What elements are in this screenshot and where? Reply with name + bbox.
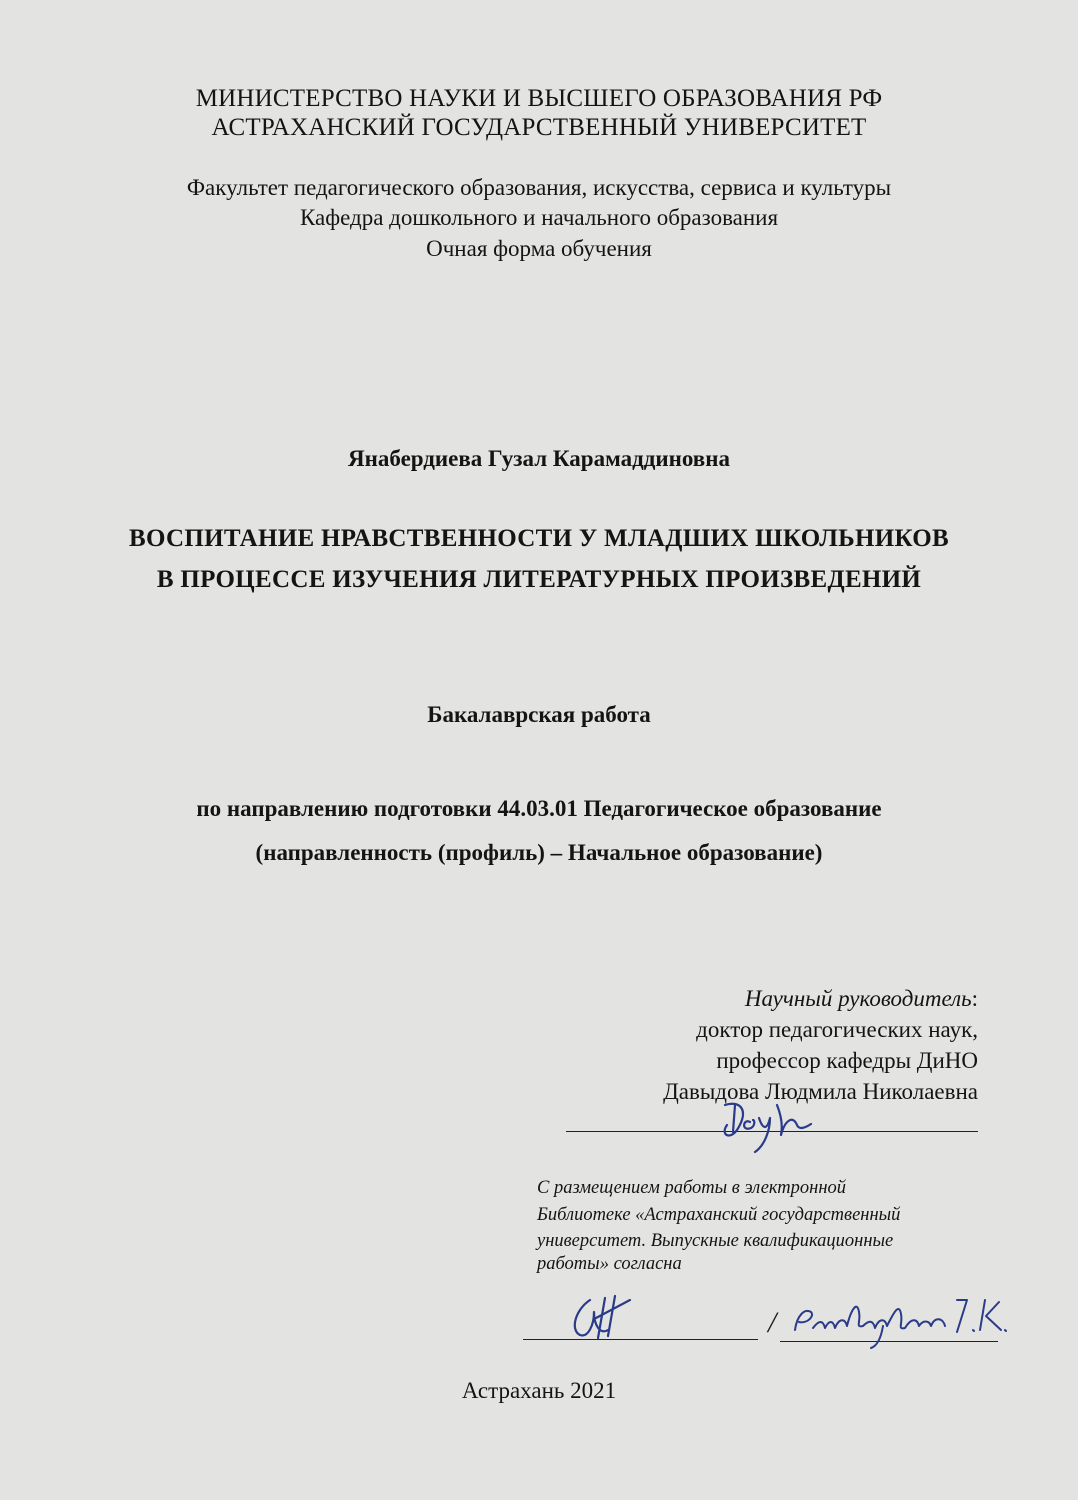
consent-line3: университет. Выпускные квалификационные <box>537 1231 894 1251</box>
signature-slash: / <box>768 1306 777 1339</box>
work-type: Бакалаврская работа <box>427 702 651 727</box>
supervisor-signature <box>715 1090 825 1160</box>
supervisor-position: профессор кафедры ДиНО <box>716 1048 978 1073</box>
student-name-signature <box>785 1290 1015 1350</box>
faculty-name: Факультет педагогического образования, искусства, сервиса и культуры <box>186 175 892 200</box>
thesis-title-line1: ВОСПИТАНИЕ НРАВСТВЕННОСТИ У МЛАДШИХ ШКОЛЬНИКОВ <box>129 525 949 552</box>
university-name: АСТРАХАНСКИЙ ГОСУДАРСТВЕННЫЙ УНИВЕРСИТЕТ <box>211 114 867 141</box>
ministry-name: МИНИСТЕРСТВО НАУКИ И ВЫСШЕГО ОБРАЗОВАНИЯ РФ <box>195 85 883 112</box>
city-year: Астрахань 2021 <box>461 1378 617 1403</box>
direction-line2: (направленность (профиль) – Начальное образование) <box>255 840 823 865</box>
supervisor-name: Давыдова Людмила Николаевна <box>663 1079 978 1104</box>
supervisor-label: Научный руководитель <box>744 986 972 1011</box>
supervisor-label-row <box>745 986 978 1012</box>
department-name: Кафедра дошкольного и начального образования <box>299 205 779 230</box>
study-form: Очная форма обучения <box>426 236 652 261</box>
consent-line2: Библиотеке «Астраханский государственный <box>537 1205 901 1225</box>
author-name: Янабердиева Гузал Карамаддиновна <box>348 446 730 471</box>
consent-line4: работы» согласна <box>537 1254 682 1274</box>
consent-line1: С размещением работы в электронной <box>537 1178 847 1198</box>
supervisor-label-colon: : <box>971 986 978 1011</box>
student-signature <box>560 1290 650 1350</box>
thesis-title-line2: В ПРОЦЕССЕ ИЗУЧЕНИЯ ЛИТЕРАТУРНЫХ ПРОИЗВЕДЕНИЙ <box>156 566 922 593</box>
direction-line1: по направлению подготовки 44.03.01 Педагогическое образование <box>196 796 882 821</box>
supervisor-degree: доктор педагогических наук, <box>696 1017 978 1042</box>
